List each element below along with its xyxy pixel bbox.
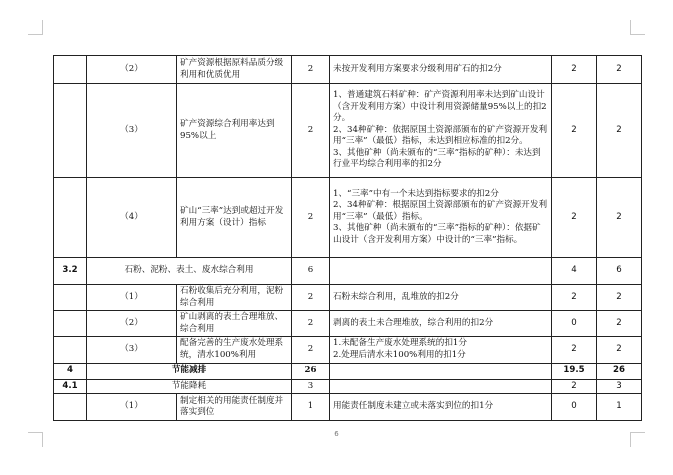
scoring-criteria bbox=[330, 178, 552, 258]
self-assessed-score: 2 bbox=[552, 178, 597, 258]
verified-score: 2 bbox=[597, 178, 642, 258]
self-assessed-score: 4 bbox=[552, 258, 597, 285]
item-content: 配备完善的生产废水处理系统，清水100%利用 bbox=[177, 337, 292, 363]
crop-mark-top-left bbox=[28, 20, 43, 35]
self-assessed-score: 2 bbox=[552, 56, 597, 84]
self-assessed-score: 2 bbox=[552, 84, 597, 178]
criteria-line: 1、普通建筑石料矿种：矿产资源利用率未达到矿山设计（含开发利用方案）中设计利用资源储量95%以上的扣2分。 bbox=[333, 89, 547, 124]
sub-item-number: （2） bbox=[87, 56, 177, 84]
scoring-criteria bbox=[330, 311, 552, 337]
criteria-line: 2、34种矿种：依据原国土资源部颁布的矿产资源开发利用“三率”（最低）指标，未达到相应标准的扣2分。 bbox=[333, 124, 548, 147]
verified-score: 1 bbox=[597, 394, 642, 421]
table-row bbox=[54, 258, 642, 285]
item-code: 3.2 bbox=[54, 258, 87, 285]
section-title: 节能减排 bbox=[87, 363, 292, 379]
table-row bbox=[54, 363, 642, 379]
criteria-line: 石粉未综合利用，乱堆放的扣2分 bbox=[333, 291, 459, 302]
scoring-criteria bbox=[330, 363, 552, 379]
criteria-line: 2.处理后清水未100%利用的扣1分 bbox=[333, 349, 466, 360]
item-content: 矿产资源综合利用率达到95%以上 bbox=[177, 84, 292, 178]
crop-mark-top-right bbox=[630, 20, 645, 35]
standard-score: 6 bbox=[292, 258, 330, 285]
item-content: 矿山“三率”达到或超过开发利用方案（设计）指标 bbox=[177, 178, 292, 258]
standard-score: 2 bbox=[292, 337, 330, 363]
criteria-line: 1、“三率”中有一个未达到指标要求的扣2分 bbox=[333, 188, 499, 199]
item-code bbox=[54, 84, 87, 178]
standard-score: 2 bbox=[292, 56, 330, 84]
table-row bbox=[54, 178, 642, 258]
verified-score: 2 bbox=[597, 285, 642, 311]
scoring-criteria bbox=[330, 56, 552, 84]
page-number: 6 bbox=[334, 430, 339, 438]
item-code bbox=[54, 394, 87, 421]
item-content: 矿山剥离的表土合理堆放、综合利用 bbox=[177, 311, 292, 337]
self-assessed-score: 0 bbox=[552, 394, 597, 421]
scoring-criteria bbox=[330, 258, 552, 285]
scoring-criteria bbox=[330, 379, 552, 394]
sub-item-number: （2） bbox=[87, 311, 177, 337]
verified-score: 26 bbox=[597, 363, 642, 379]
item-code bbox=[54, 337, 87, 363]
table-row bbox=[54, 337, 642, 363]
table-row bbox=[54, 394, 642, 421]
item-content: 石粉收集后充分利用，泥粉综合利用 bbox=[177, 285, 292, 311]
item-code bbox=[54, 178, 87, 258]
verified-score: 2 bbox=[597, 337, 642, 363]
item-code bbox=[54, 56, 87, 84]
self-assessed-score: 2 bbox=[552, 337, 597, 363]
verified-score: 2 bbox=[597, 56, 642, 84]
criteria-line: 剥离的表土未合理堆放，综合利用的扣2分 bbox=[333, 317, 494, 328]
standard-score: 3 bbox=[292, 379, 330, 394]
verified-score: 2 bbox=[597, 311, 642, 337]
self-assessed-score: 0 bbox=[552, 311, 597, 337]
table-row bbox=[54, 84, 642, 178]
item-code: 4.1 bbox=[54, 379, 87, 394]
standard-score: 26 bbox=[292, 363, 330, 379]
verified-score: 2 bbox=[597, 84, 642, 178]
standard-score: 2 bbox=[292, 285, 330, 311]
sub-item-number: （3） bbox=[87, 84, 177, 178]
scoring-criteria bbox=[330, 84, 552, 178]
criteria-line: 3、其他矿种（尚未颁布的“三率”指标的矿种）：未达到行业平均综合利用率的扣2分 bbox=[333, 147, 541, 170]
section-title: 节能降耗 bbox=[87, 379, 292, 394]
scoring-criteria bbox=[330, 285, 552, 311]
item-content: 矿产资源根据原料品质分级利用和优质优用 bbox=[177, 56, 292, 84]
standard-score: 2 bbox=[292, 84, 330, 178]
item-content: 制定相关的用能责任制度并落实到位 bbox=[177, 394, 292, 421]
scoring-criteria bbox=[330, 337, 552, 363]
verified-score: 6 bbox=[597, 258, 642, 285]
sub-item-number: （4） bbox=[87, 178, 177, 258]
item-code: 4 bbox=[54, 363, 87, 379]
table-row bbox=[54, 379, 642, 394]
sub-item-number: （1） bbox=[87, 394, 177, 421]
self-assessed-score: 19.5 bbox=[552, 363, 597, 379]
item-code bbox=[54, 311, 87, 337]
sub-item-number: （1） bbox=[87, 285, 177, 311]
self-assessed-score: 2 bbox=[552, 379, 597, 394]
criteria-line: 未按开发利用方案要求分级利用矿石的扣2分 bbox=[333, 63, 502, 74]
scoring-criteria bbox=[330, 394, 552, 421]
verified-score: 3 bbox=[597, 379, 642, 394]
criteria-line: 3、其他矿种（尚未颁布的“三率”指标的矿种）：依据矿山设计（含开发利用方案）中设计的“三率”指标。 bbox=[333, 223, 541, 245]
section-title: 石粉、泥粉、表土、废水综合利用 bbox=[87, 258, 292, 285]
criteria-line: 用能责任制度未建立或未落实到位的扣1分 bbox=[333, 401, 494, 412]
criteria-line: 2、34种矿种：根据原国土资源部颁布的矿产资源开发利用“三率”（最低）指标。 bbox=[333, 200, 548, 222]
scoring-table bbox=[53, 55, 642, 421]
self-assessed-score: 2 bbox=[552, 285, 597, 311]
standard-score: 1 bbox=[292, 394, 330, 421]
table-row bbox=[54, 311, 642, 337]
standard-score: 2 bbox=[292, 311, 330, 337]
standard-score: 2 bbox=[292, 178, 330, 258]
table-row bbox=[54, 285, 642, 311]
table-row bbox=[54, 56, 642, 84]
item-code bbox=[54, 285, 87, 311]
sub-item-number: （3） bbox=[87, 337, 177, 363]
criteria-line: 1.未配备生产废水处理系统的扣1分 bbox=[333, 338, 467, 349]
